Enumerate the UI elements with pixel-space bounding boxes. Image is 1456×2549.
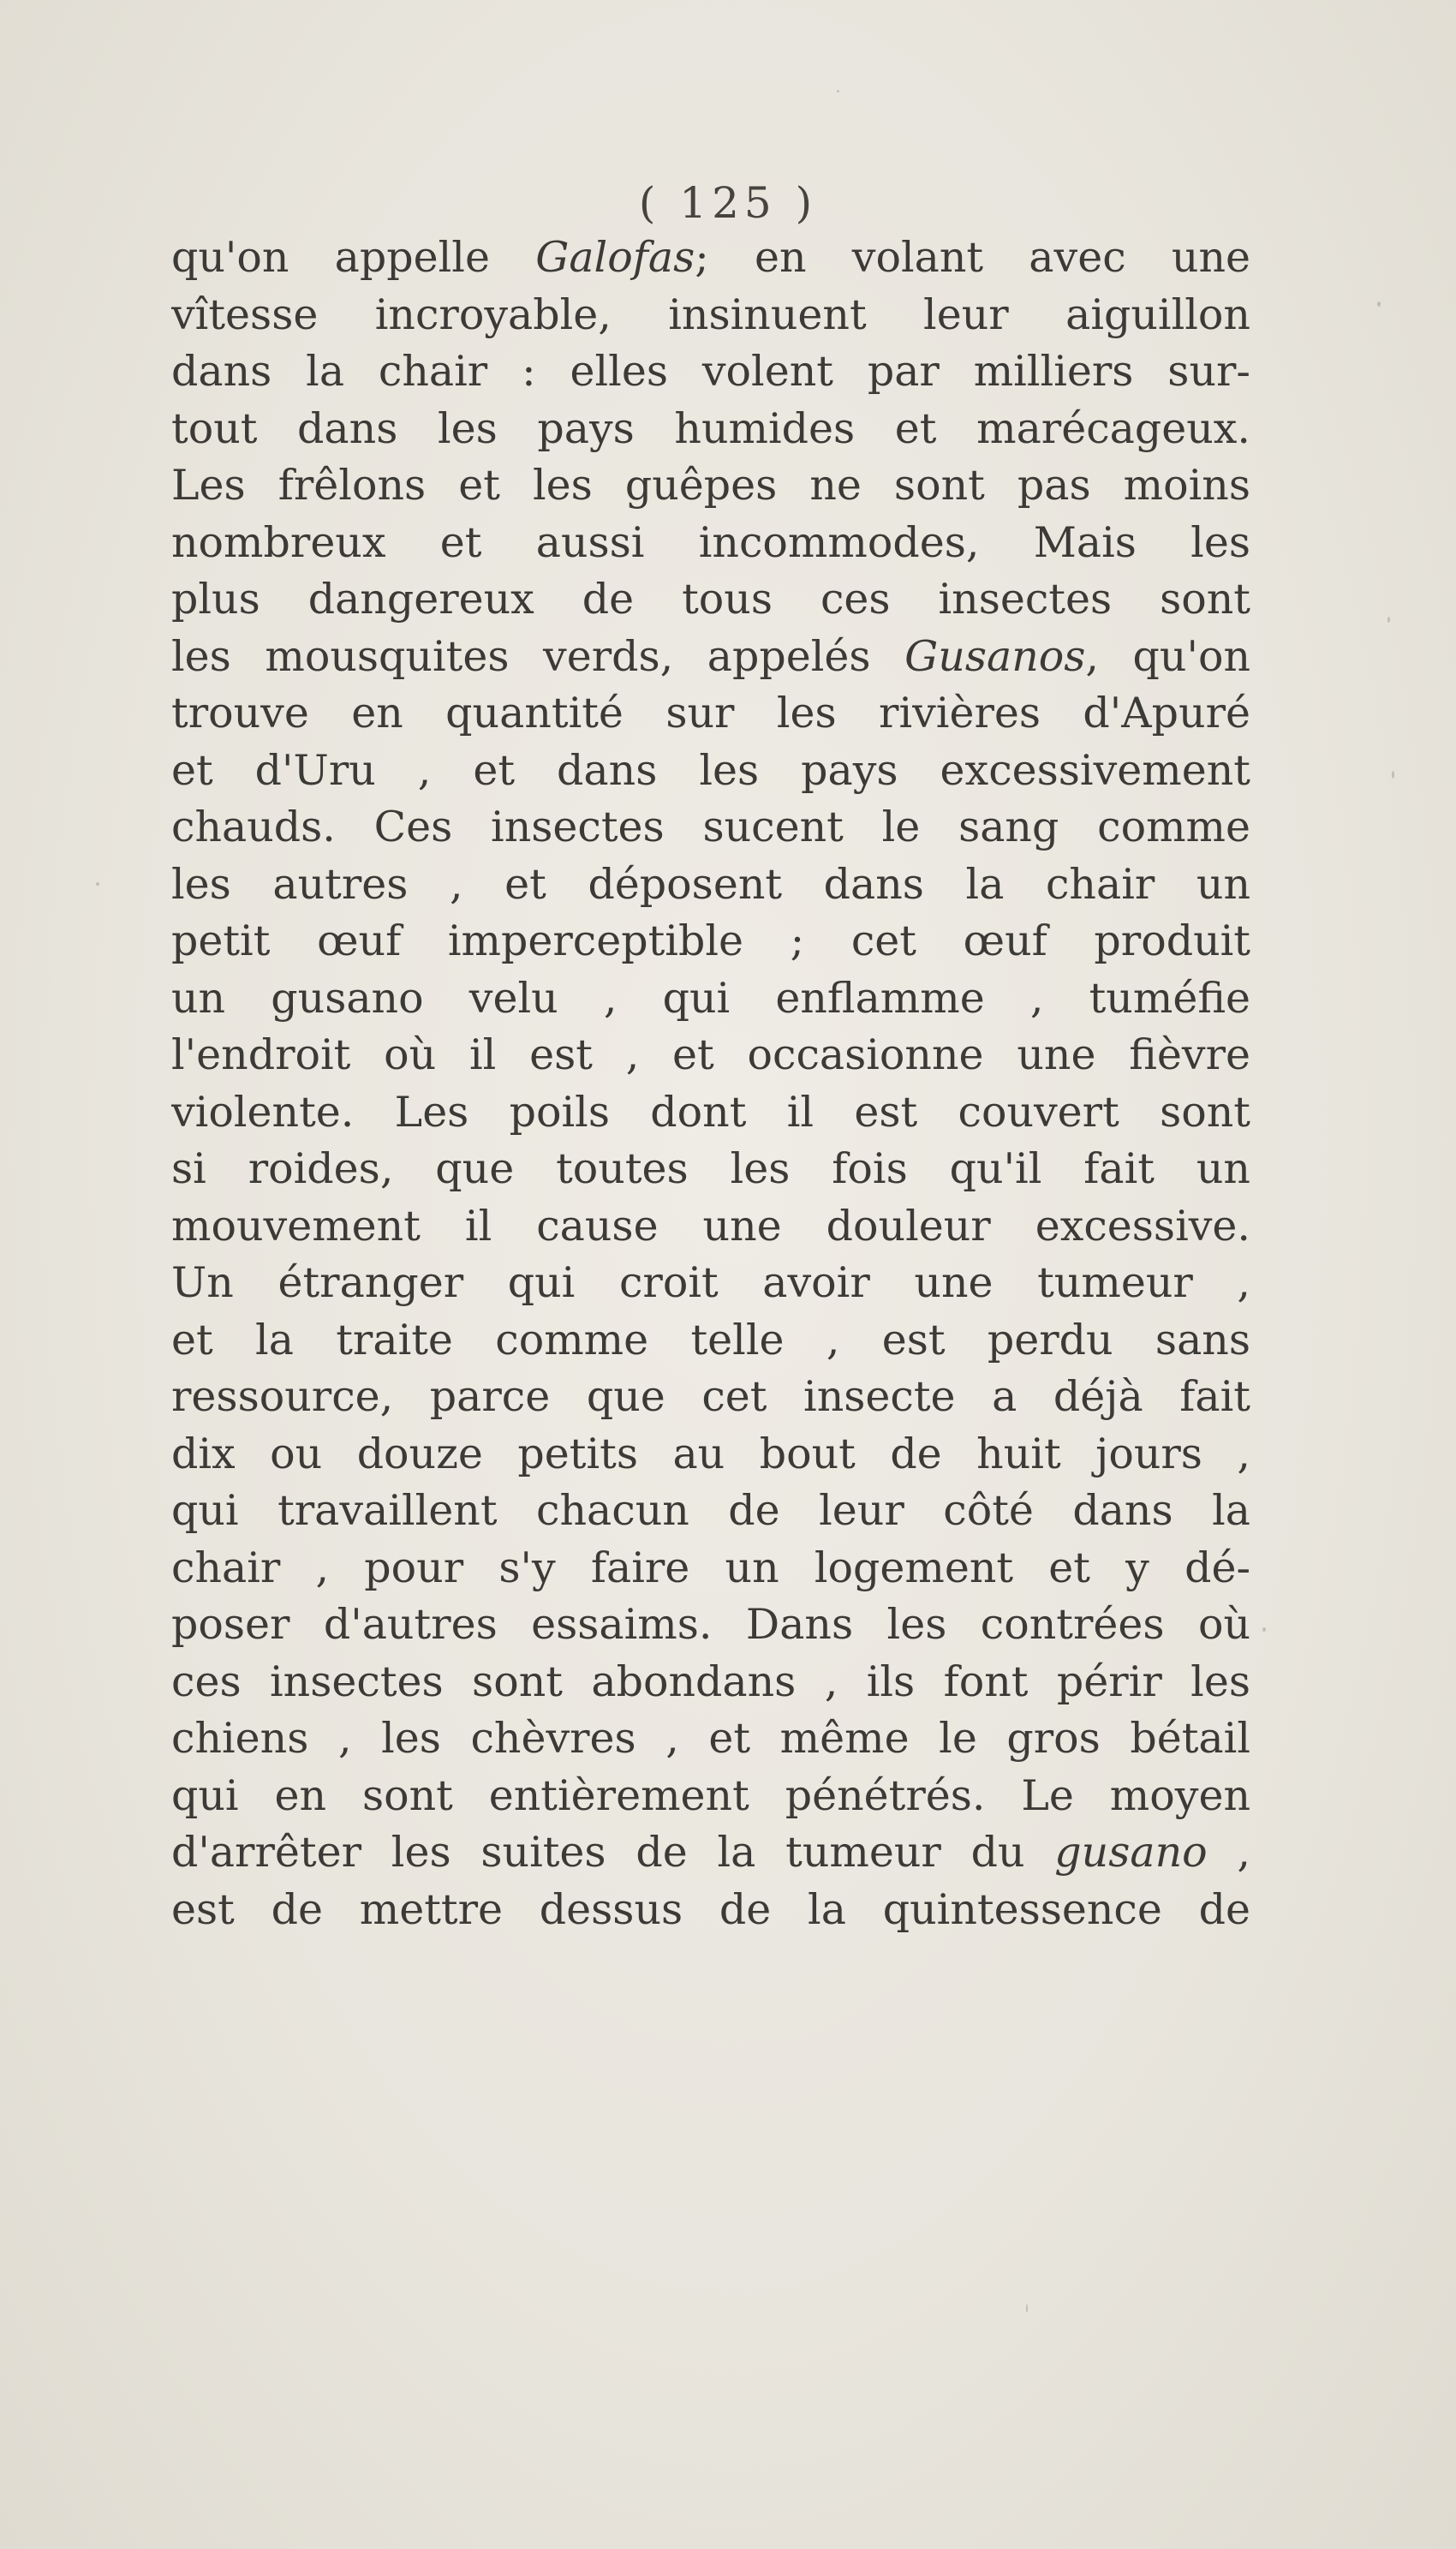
- text-line: [171, 571, 1250, 629]
- text-segment: tout dans les pays humides et marécageux.: [171, 403, 1250, 453]
- text-segment: plus dangereux de tous ces insectes sont: [171, 575, 1250, 624]
- paper-speck: [96, 882, 99, 886]
- text-segment: qu'on appelle: [171, 233, 536, 282]
- text-line: [171, 1084, 1250, 1142]
- paper-speck: [1392, 771, 1394, 779]
- text-line: [171, 1141, 1250, 1198]
- text-line: [171, 1483, 1250, 1540]
- paper-speck: [837, 90, 839, 93]
- text-line: [171, 1312, 1250, 1370]
- text-segment: ,: [1207, 1828, 1250, 1877]
- text-segment: , qu'on: [1085, 631, 1250, 681]
- text-segment: dix ou douze petits au bout de huit jours ,: [171, 1429, 1250, 1478]
- text-segment: et d'Uru , et dans les pays excessivement: [171, 745, 1250, 795]
- text-segment: qui travaillent chacun de leur côté dans la: [171, 1486, 1250, 1535]
- text-line: [171, 343, 1250, 401]
- text-line: [171, 799, 1250, 857]
- text-line: [171, 1597, 1250, 1654]
- text-segment: poser d'autres essaims. Dans les contrées où: [171, 1600, 1250, 1649]
- italic-text-segment: gusano: [1054, 1828, 1208, 1877]
- text-line: [171, 457, 1250, 515]
- text-line: [171, 1710, 1250, 1768]
- text-segment: petit œuf imperceptible ; cet œuf produit: [171, 916, 1250, 965]
- text-line: [171, 913, 1250, 970]
- text-line: [171, 970, 1250, 1028]
- text-segment: Un étranger qui croit avoir une tumeur ,: [171, 1258, 1250, 1307]
- text-line: [171, 1255, 1250, 1312]
- paper-speck: [1387, 617, 1390, 623]
- text-line: [171, 629, 1250, 686]
- text-line: [171, 857, 1250, 914]
- italic-text-segment: Gusanos: [904, 631, 1086, 681]
- text-segment: chauds. Ces insectes sucent le sang comme: [171, 803, 1250, 851]
- text-segment: ressource, parce que cet insecte a déjà fait: [171, 1372, 1250, 1421]
- page-number: ( 125 ): [638, 178, 818, 228]
- text-segment: est de mettre dessus de la quintessence de: [171, 1884, 1250, 1934]
- body-text: [171, 230, 1250, 1938]
- text-segment: mouvement il cause une douleur excessive.: [171, 1201, 1250, 1251]
- text-segment: qui en sont entièrement pénétrés. Le moyen: [171, 1770, 1250, 1820]
- text-segment: nombreux et aussi incommodes, Mais les: [171, 517, 1250, 567]
- text-line: [171, 743, 1250, 800]
- text-segment: trouve en quantité sur les rivières d'Apuré: [171, 689, 1250, 737]
- text-segment: et la traite comme telle , est perdu sans: [171, 1315, 1250, 1364]
- text-segment: violente. Les poils dont il est couvert sont: [171, 1087, 1250, 1137]
- text-segment: vîtesse incroyable, insinuent leur aiguillon: [171, 290, 1250, 339]
- paper-speck: [1377, 301, 1381, 307]
- text-line: [171, 515, 1250, 572]
- text-line: [171, 1027, 1250, 1084]
- text-line: [171, 401, 1250, 458]
- text-line: [171, 1198, 1250, 1256]
- text-segment: si roides, que toutes les fois qu'il fait un: [171, 1144, 1250, 1193]
- paper-speck: [1262, 1627, 1266, 1632]
- text-segment: les mousquites verds, appelés: [171, 631, 905, 681]
- text-line: [171, 1540, 1250, 1597]
- text-segment: Les frêlons et les guêpes ne sont pas moins: [171, 461, 1250, 510]
- italic-text-segment: Galofas: [535, 233, 695, 282]
- text-line: [171, 1882, 1250, 1939]
- text-segment: ; en volant avec une: [695, 233, 1250, 282]
- text-segment: les autres , et déposent dans la chair un: [171, 859, 1250, 909]
- text-line: [171, 685, 1250, 743]
- text-segment: dans la chair : elles volent par milliers sur-: [171, 347, 1250, 396]
- text-line: [171, 230, 1250, 287]
- text-segment: un gusano velu , qui enflamme , tuméfie: [171, 973, 1250, 1023]
- text-line: [171, 1654, 1250, 1711]
- text-segment: chiens , les chèvres , et même le gros bétail: [171, 1714, 1250, 1763]
- text-line: [171, 1768, 1250, 1825]
- text-line: [171, 1824, 1250, 1882]
- text-segment: chair , pour s'y faire un logement et y dé-: [171, 1543, 1250, 1592]
- text-line: [171, 1426, 1250, 1483]
- paper-speck: [1026, 2304, 1028, 2313]
- text-segment: d'arrêter les suites de la tumeur du: [171, 1828, 1055, 1877]
- text-segment: l'endroit où il est , et occasionne une fièvre: [171, 1030, 1250, 1079]
- text-line: [171, 287, 1250, 344]
- text-line: [171, 1369, 1250, 1426]
- text-segment: ces insectes sont abondans , ils font périr les: [171, 1657, 1250, 1706]
